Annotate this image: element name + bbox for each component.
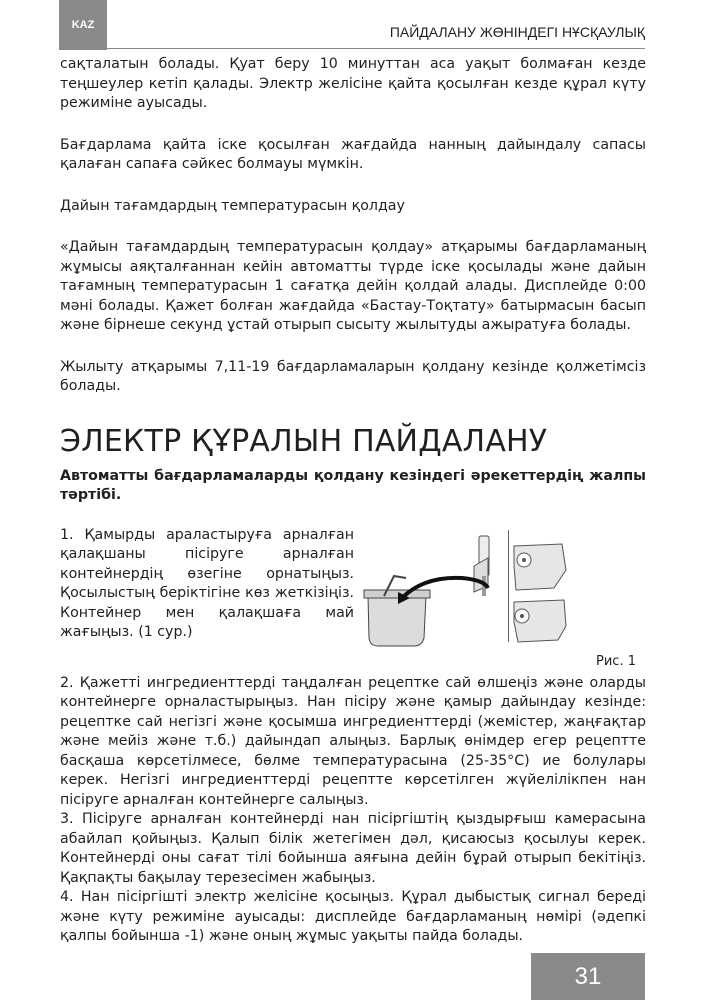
step-1-row: [60, 526, 646, 676]
step-3: 3. Пісіруге арналған контейнерді нан пісіргіштің қыздырғыш камерасына абайлап қойыңыз. Қалып білік жетегімен дәл, қисаюсыз қосылуы керек. Контейнерді оны сағат тілі бойынша аяғына дейін бұрай отырып бекітіңіз. Қақпақты бақылау терезесімен жабыңыз.: [60, 811, 646, 886]
figure-1: [354, 526, 646, 676]
intro-paragraph-5: Жылыту атқарымы 7,11-19 бағдарламаларын қолдану кезінде қолжетімсіз болады.: [60, 358, 646, 394]
header-title: ПАЙДАЛАНУ ЖӨНІНДЕГІ НҰСҚАУЛЫҚ: [389, 24, 645, 40]
language-tab: KAZ: [59, 0, 107, 50]
steps-list: [60, 674, 646, 947]
page-number: 31: [531, 953, 645, 1000]
page-content: [60, 55, 646, 947]
intro-paragraph-3: Дайын тағамдардың температурасын қолдау: [60, 197, 405, 214]
step-4: 4. Нан пісіргішті электр желісіне қосыңыз. Құрал дыбыстық сигнал береді және күту режиміне ауысады: дисплейде бағдарламаның нөмірі (әдепкі қалпы бойынша -1) және оның жұмыс уақыты пайда болады.: [60, 889, 646, 944]
section-title: ЭЛЕКТР ҚҰРАЛЫН ПАЙДАЛАНУ: [60, 423, 548, 459]
intro-paragraph-1: сақталатын болады. Қуат беру 10 минуттан аса уақыт болмаған кезде теңшеулер кетіп қалады. Электр желісіне қайта қосылған кезде құрал күту режиміне ауысады.: [60, 56, 646, 111]
section-subheading: Автоматты бағдарламаларды қолдану кезіндегі әрекеттердің жалпы тәртібі.: [60, 467, 646, 503]
header-divider: [59, 48, 645, 49]
intro-paragraph-4: «Дайын тағамдардың температурасын қолдау» атқарымы бағдарламаның жұмысы аяқталғаннан кейін автоматты түрде іске қосылады және дайын тағамның температурасын 1 сағатқа дейін қолдай алады. Дисплейде 0:00 мәні болады. Қажет болған жағдайда «Бастау-Тоқтату» батырмасын басып және бірнеше секунд ұстай отырып сысыту жылытуды ажыратуға болады.: [60, 239, 646, 333]
intro-paragraph-2: Бағдарлама қайта іске қосылған жағдайда нанның дайындалу сапасы қалаған сапаға сәйкес болмауы мүмкін.: [60, 136, 646, 172]
container-bottom-right-icon: [514, 600, 566, 642]
container-top-right-icon: [514, 544, 566, 590]
figure-caption: Рис. 1: [596, 653, 636, 669]
bread-pan-assembly-illustration: [354, 526, 646, 656]
step-1: 1. Қамырды араластыруға арналған қалақшаны пісіруге арналған контейнердің өзегіне орнатыңыз. Қосылыстың беріктігіне көз жеткізіңіз. Контейнер мен қалақшаға май жағыңыз. (1 сур.): [60, 526, 354, 640]
step-2: 2. Қажетті ингредиенттерді таңдалған рецептке сай өлшеңіз және оларды контейнерге орналастырыңыз. Нан пісіру және қамыр дайындау кезінде: рецептке сай негізгі және қосымша ингредиенттерді (жемістер, жаңғақтар және мейіз және т.б.) дайындап алыңыз. Барлық өнімдер егер рецептте басқаша көрсетілмесе, бөлме температурасына (25-35°С) ие болулары керек. Негізгі ингредиенттерді рецептте көрсетілген жүйелілікпен нан пісіруге арналған контейнерге салыңыз.: [60, 674, 646, 808]
